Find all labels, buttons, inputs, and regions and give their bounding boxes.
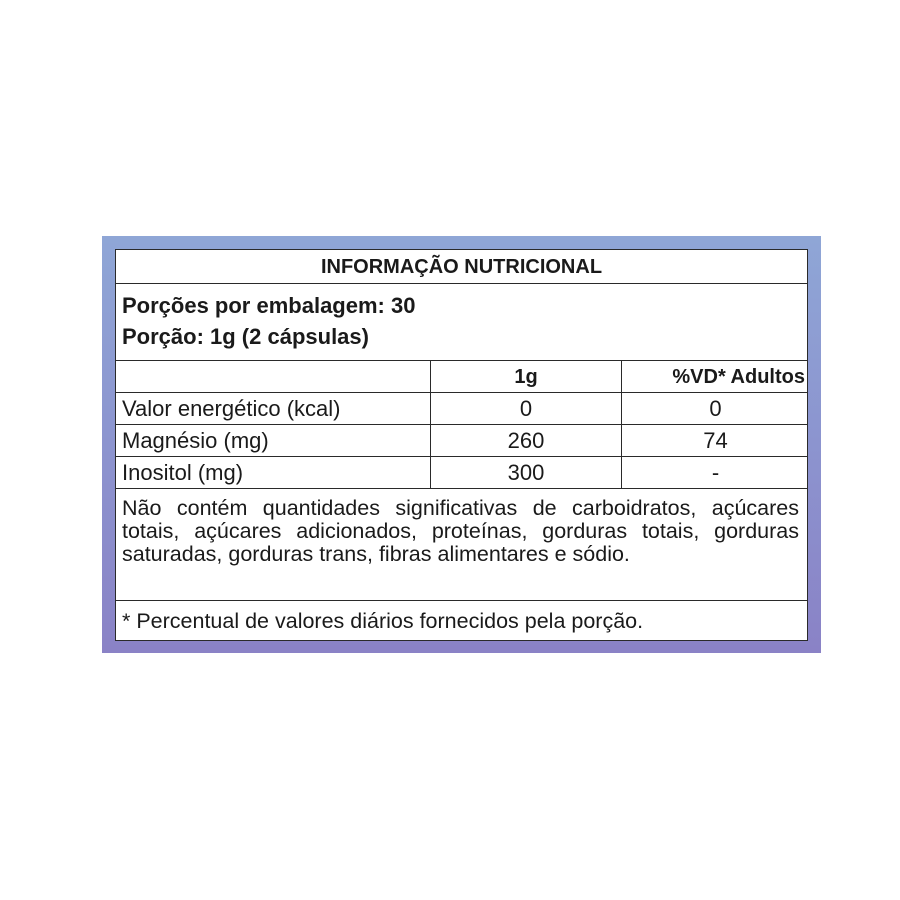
nutrient-amount: 300 <box>431 457 622 488</box>
table-header-row <box>116 361 807 393</box>
table-row <box>116 425 807 457</box>
label-frame <box>102 236 821 653</box>
nutrient-amount: 0 <box>431 393 622 424</box>
nutrient-name: Inositol (mg) <box>116 457 431 488</box>
table-row <box>116 393 807 425</box>
table-row <box>116 457 807 489</box>
nutrient-grid <box>116 361 807 489</box>
disclaimer-text: Não contém quantidades significativas de carboidratos, açúcares totais, açúcares adicionados, proteínas, gorduras totais, gorduras saturadas, gorduras trans, fibras alimentares e sódio. <box>122 496 799 566</box>
nutrient-daily-value: - <box>711 460 720 485</box>
servings-per-package: Porções por embalagem: 30 <box>122 293 416 318</box>
nutrient-daily-value: 74 <box>703 428 728 453</box>
header-nutrient <box>116 361 431 392</box>
nutrition-facts-table <box>115 249 808 641</box>
serving-size: Porção: 1g (2 cápsulas) <box>122 324 369 349</box>
header-amount: 1g <box>431 361 622 392</box>
nutrient-name: Magnésio (mg) <box>116 425 431 456</box>
footnote: * Percentual de valores diários fornecidos pela porção. <box>122 609 644 633</box>
header-daily-value: %VD* Adultos <box>672 366 805 388</box>
portion-info <box>116 284 807 361</box>
nutrient-daily-value: 0 <box>709 396 722 421</box>
nutrient-disclaimer <box>116 489 807 601</box>
nutrient-name: Valor energético (kcal) <box>116 393 431 424</box>
nutrient-amount: 260 <box>431 425 622 456</box>
table-title: INFORMAÇÃO NUTRICIONAL <box>116 250 807 284</box>
